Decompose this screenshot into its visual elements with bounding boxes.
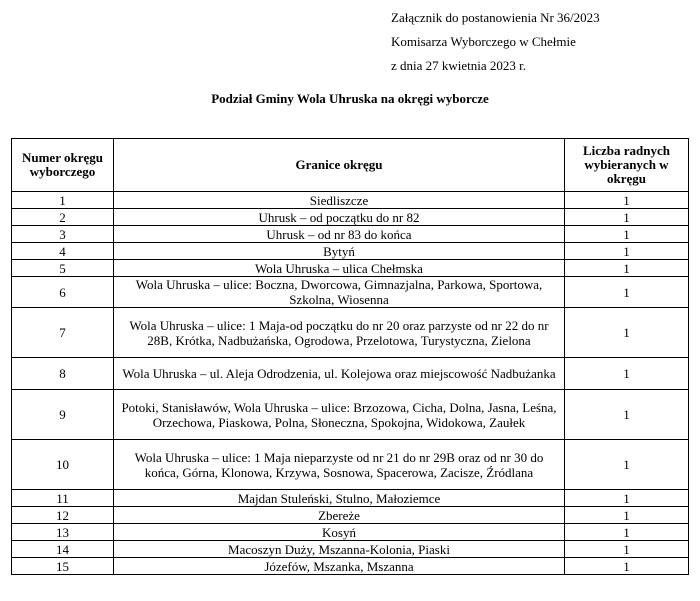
table-row [12, 558, 689, 575]
district-boundaries: Majdan Stuleński, Stulno, Małoziemce [114, 490, 565, 507]
table-row [12, 524, 689, 541]
table-row [12, 226, 689, 243]
district-number: 8 [12, 358, 114, 390]
document-title: Podział Gminy Wola Uhruska na okręgi wyborcze [211, 91, 489, 106]
district-boundaries: Kosyń [114, 524, 565, 541]
district-number: 12 [12, 507, 114, 524]
district-number: 1 [12, 192, 114, 209]
councillors-count: 1 [565, 358, 689, 390]
district-number: 11 [12, 490, 114, 507]
district-boundaries: Wola Uhruska – ulice: Boczna, Dworcowa, Gimnazjalna, Parkowa, Sportowa, Szkolna, Wiosenna [114, 277, 565, 308]
district-boundaries: Uhrusk – od nr 83 do końca [114, 226, 565, 243]
district-boundaries: Józefów, Mszanka, Mszanna [114, 558, 565, 575]
header-district-number: Numer okręgu wyborczego [12, 139, 114, 192]
district-boundaries: Wola Uhruska – ulice: 1 Maja nieparzyste od nr 21 do nr 29B oraz od nr 30 do końca, Górna, Klonowa, Krzywa, Sosnowa, Spacerowa, Zacisze, Źródlana [114, 440, 565, 490]
header-councillors-count: Liczba radnych wybieranych w okręgu [565, 139, 689, 192]
table-row [12, 358, 689, 390]
districts-table [11, 138, 689, 575]
councillors-count: 1 [565, 226, 689, 243]
table-row [12, 440, 689, 490]
district-number: 7 [12, 308, 114, 358]
header-district-boundaries: Granice okręgu [114, 139, 565, 192]
councillors-count: 1 [565, 558, 689, 575]
councillors-count: 1 [565, 209, 689, 226]
district-number: 9 [12, 390, 114, 440]
district-boundaries: Wola Uhruska – ulica Chełmska [114, 260, 565, 277]
district-boundaries: Potoki, Stanisławów, Wola Uhruska – ulice: Brzozowa, Cicha, Dolna, Jasna, Leśna, Orzechowa, Piaskowa, Polna, Słoneczna, Spokojna, Widokowa, Zaułek [114, 390, 565, 440]
district-boundaries: Macoszyn Duży, Mszanna-Kolonia, Piaski [114, 541, 565, 558]
district-number: 6 [12, 277, 114, 308]
table-row [12, 308, 689, 358]
table-row [12, 490, 689, 507]
table-header-row [12, 139, 689, 192]
district-boundaries: Bytyń [114, 243, 565, 260]
councillors-count: 1 [565, 507, 689, 524]
district-number: 15 [12, 558, 114, 575]
district-number: 2 [12, 209, 114, 226]
table-row [12, 507, 689, 524]
district-boundaries: Siedliszcze [114, 192, 565, 209]
councillors-count: 1 [565, 192, 689, 209]
district-boundaries: Wola Uhruska – ul. Aleja Odrodzenia, ul. Kolejowa oraz miejscowość Nadbużanka [114, 358, 565, 390]
councillors-count: 1 [565, 490, 689, 507]
table-row [12, 243, 689, 260]
councillors-count: 1 [565, 260, 689, 277]
councillors-count: 1 [565, 277, 689, 308]
attachment-line-2: Komisarza Wyborczego w Chełmie [391, 34, 576, 49]
councillors-count: 1 [565, 541, 689, 558]
district-number: 10 [12, 440, 114, 490]
district-boundaries: Wola Uhruska – ulice: 1 Maja-od początku do nr 20 oraz parzyste od nr 22 do nr 28B, Krótka, Nadbużańska, Ogrodowa, Przelotowa, Turystyczna, Zielona [114, 308, 565, 358]
councillors-count: 1 [565, 308, 689, 358]
table-row [12, 260, 689, 277]
attachment-line-1: Załącznik do postanowienia Nr 36/2023 [391, 10, 600, 25]
councillors-count: 1 [565, 390, 689, 440]
district-number: 4 [12, 243, 114, 260]
district-number: 13 [12, 524, 114, 541]
table-row [12, 277, 689, 308]
district-number: 14 [12, 541, 114, 558]
table-row [12, 390, 689, 440]
district-boundaries: Zbereże [114, 507, 565, 524]
attachment-line-3: z dnia 27 kwietnia 2023 r. [391, 58, 527, 73]
district-number: 3 [12, 226, 114, 243]
district-number: 5 [12, 260, 114, 277]
table-row [12, 209, 689, 226]
councillors-count: 1 [565, 243, 689, 260]
attachment-header [391, 6, 600, 78]
table-row [12, 192, 689, 209]
councillors-count: 1 [565, 524, 689, 541]
table-row [12, 541, 689, 558]
councillors-count: 1 [565, 440, 689, 490]
district-boundaries: Uhrusk – od początku do nr 82 [114, 209, 565, 226]
